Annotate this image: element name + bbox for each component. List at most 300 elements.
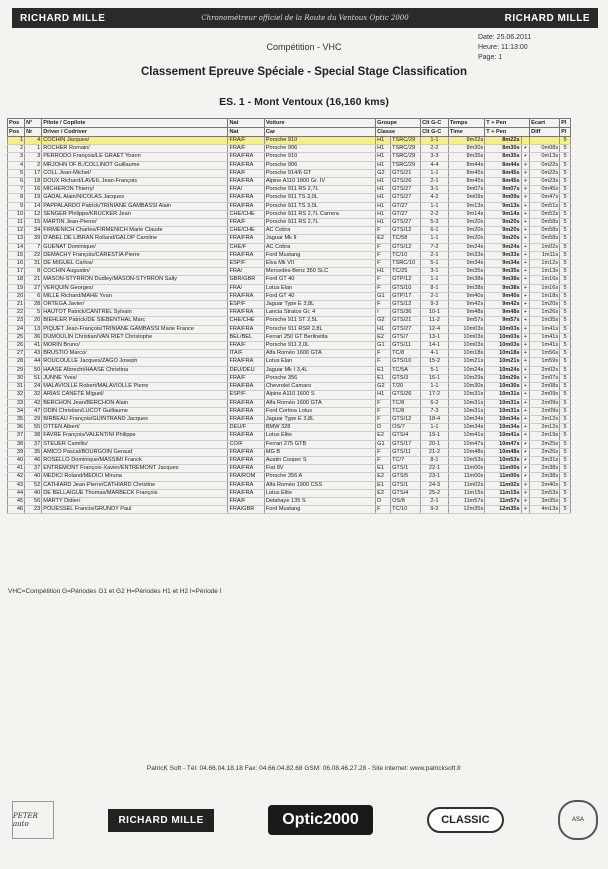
cell-plus: +: [521, 383, 530, 391]
cell-cls: TC/58: [391, 235, 421, 243]
cell-nr: 40: [25, 473, 42, 481]
cell-plus: +: [521, 186, 530, 194]
cell-pl: 5: [560, 260, 571, 268]
cell-nr: 2: [25, 161, 42, 169]
cell-pl: 5: [560, 268, 571, 276]
cell-pen: 8m45s: [485, 178, 521, 186]
cell-pos: 2: [8, 145, 25, 153]
cell-plus: +: [521, 465, 530, 473]
results-body: [8, 137, 571, 514]
cell-pl: 5: [560, 186, 571, 194]
cell-time: 10m29s: [448, 374, 484, 382]
cell-pl: 5: [560, 473, 571, 481]
cell-driver: GUENAT Dominique/: [42, 243, 228, 251]
cell-driver: DOUX Richard/LAVEIL Jean-François: [42, 178, 228, 186]
cell-grp: H1: [376, 268, 391, 276]
cell-grp: G1: [376, 292, 391, 300]
cell-car: Alpine A110 1600 S: [264, 391, 375, 399]
col-gap-en: Diff: [530, 128, 560, 137]
cell-pos: 42: [8, 473, 25, 481]
table-row: [8, 227, 571, 235]
cell-diff: 2m31s: [530, 456, 560, 464]
col-no: N°: [25, 119, 42, 128]
cell-diff: 2m12s: [530, 424, 560, 432]
meta-page: Page: 1: [478, 54, 503, 61]
cell-pl: 5: [560, 350, 571, 358]
cell-nr: 51: [25, 374, 42, 382]
cell-car: Alfa Roméo 1600 GTA: [264, 350, 375, 358]
cell-plus: +: [521, 169, 530, 177]
cell-nr: 6: [25, 292, 42, 300]
cell-pl: 5: [560, 219, 571, 227]
cell-plus: +: [521, 292, 530, 300]
cell-pos: 4: [8, 161, 25, 169]
cell-diff: 2m19s: [530, 432, 560, 440]
cell-pl: 5: [560, 506, 571, 514]
cell-diff: 0m51s: [530, 202, 560, 210]
cell-plus: +: [521, 497, 530, 505]
cell-pen: 11m57s: [485, 497, 521, 505]
cell-diff: 1m59s: [530, 358, 560, 366]
cell-nr: 29: [25, 415, 42, 423]
cell-nr: 40: [25, 489, 42, 497]
cell-pos: 11: [8, 219, 25, 227]
table-row: [8, 333, 571, 341]
cell-cls: GTS/5: [391, 473, 421, 481]
cell-pos: 29: [8, 366, 25, 374]
cell-car: AC Cobra: [264, 243, 375, 251]
cell-car: Lotus Elan: [264, 358, 375, 366]
cell-driver: PERRODO François/LE GRAET Yoann: [42, 153, 228, 161]
cell-grp: F: [376, 399, 391, 407]
cell-diff: 0m58s: [530, 227, 560, 235]
cell-pen: 8m44s: [485, 161, 521, 169]
cell-time: 10m47s: [448, 440, 484, 448]
meta-time: Heure: 11:13:00: [478, 44, 528, 51]
table-row: [8, 145, 571, 153]
cell-pl: 5: [560, 292, 571, 300]
cell-cltg: 18-4: [421, 415, 449, 423]
cell-nat: ITA/F: [228, 350, 264, 358]
cell-grp: H1: [376, 145, 391, 153]
cell-driver: MRJOHN OF B./COLLINOT Guillaume: [42, 161, 228, 169]
cell-plus: +: [521, 210, 530, 218]
cell-driver: POUESSEL Francis/GRUNDY Paul: [42, 506, 228, 514]
cell-cltg: 4-4: [421, 161, 449, 169]
cell-time: 10m03s: [448, 333, 484, 341]
cell-grp: F: [376, 358, 391, 366]
cell-pen: 10m30s: [485, 383, 521, 391]
cell-grp: H1: [376, 161, 391, 169]
table-row: [8, 301, 571, 309]
table-row: [8, 243, 571, 251]
cell-pl: 5: [560, 489, 571, 497]
cell-plus: +: [521, 145, 530, 153]
cell-nr: 32: [25, 391, 42, 399]
cell-plus: +: [521, 276, 530, 284]
cell-diff: 0m58s: [530, 219, 560, 227]
cell-time: 10m41s: [448, 432, 484, 440]
cell-driver: CATHIARD Jean-Pierre/CATHIARD Christine: [42, 481, 228, 489]
cell-plus: +: [521, 350, 530, 358]
cell-pl: 5: [560, 161, 571, 169]
cell-nat: FRA/FRA: [228, 465, 264, 473]
cell-plus: +: [521, 243, 530, 251]
cell-car: Jaguar Type E 3,8L: [264, 415, 375, 423]
cell-pen: 8m35s: [485, 153, 521, 161]
cell-car: Porsche 911 TS 3,0L: [264, 194, 375, 202]
cell-diff: 2m09s: [530, 399, 560, 407]
cell-pos: 22: [8, 309, 25, 317]
cell-nr: 5: [25, 309, 42, 317]
cell-pos: 39: [8, 448, 25, 456]
cell-driver: MEDICI Roland/MEDICI Miruna: [42, 473, 228, 481]
cell-grp: H1: [376, 325, 391, 333]
cell-plus: +: [521, 268, 530, 276]
cell-time: 9m33s: [448, 251, 484, 259]
cell-car: Delahaye 135 S: [264, 497, 375, 505]
cell-cltg: 2-1: [421, 178, 449, 186]
cell-nr: 50: [25, 366, 42, 374]
cell-pl: 5: [560, 415, 571, 423]
cell-time: 10m31s: [448, 407, 484, 415]
cell-time: 11m15s: [448, 489, 484, 497]
col-pl-en: Pl: [560, 128, 571, 137]
cell-car: Lancia Stratos Gr. 4: [264, 309, 375, 317]
col-no-en: Nr: [25, 128, 42, 137]
cell-pen: 9m13s: [485, 202, 521, 210]
cell-plus: +: [521, 260, 530, 268]
col-car: Voiture: [264, 119, 375, 128]
cell-pen: 8m22s: [485, 137, 521, 145]
table-row: [8, 276, 571, 284]
cell-cls: GTS/1: [391, 465, 421, 473]
cell-time: 11m02s: [448, 481, 484, 489]
cell-nr: 37: [25, 440, 42, 448]
cell-car: Elva Mk VII: [264, 260, 375, 268]
table-row: [8, 473, 571, 481]
table-row: [8, 251, 571, 259]
banner-slogan: Chronométreur officiel de la Route du Ventoux Optic 2000: [201, 14, 409, 22]
cell-plus: +: [521, 358, 530, 366]
col-driver: Pilote / Copilote: [42, 119, 228, 128]
cell-nr: 37: [25, 465, 42, 473]
cell-grp: E1: [376, 366, 391, 374]
cell-plus: +: [521, 448, 530, 456]
cell-car: Porsche 911 ST 2,5L: [264, 317, 375, 325]
cell-diff: 0m45s: [530, 186, 560, 194]
cell-car: Alpine A110 1800 Gr. IV: [264, 178, 375, 186]
cell-cltg: 1-1: [421, 235, 449, 243]
cell-nr: 34: [25, 227, 42, 235]
cell-pos: 38: [8, 440, 25, 448]
table-row: [8, 137, 571, 145]
cell-nr: 42: [25, 399, 42, 407]
cell-nr: 24: [25, 383, 42, 391]
cell-diff: 1m13s: [530, 268, 560, 276]
cell-nr: 3: [25, 153, 42, 161]
cell-driver: MARTY Didier/: [42, 497, 228, 505]
cell-pen: 9m20s: [485, 219, 521, 227]
cell-cls: TSRC/29: [391, 161, 421, 169]
cell-pl: 5: [560, 284, 571, 292]
cell-pos: 9: [8, 202, 25, 210]
cell-cls: OS/7: [391, 424, 421, 432]
cell-pen: 11m15s: [485, 489, 521, 497]
cell-car: AC Cobra: [264, 227, 375, 235]
cell-grp: F: [376, 448, 391, 456]
cell-time: 10m31s: [448, 399, 484, 407]
cell-plus: +: [521, 178, 530, 186]
cell-pl: 5: [560, 333, 571, 341]
cell-car: Porsche 910: [264, 137, 375, 145]
cell-driver: HAASE Albrecht/HAASE Christina: [42, 366, 228, 374]
cell-pos: 10: [8, 210, 25, 218]
cell-pos: 30: [8, 374, 25, 382]
cell-cltg: 22-1: [421, 465, 449, 473]
table-row: [8, 202, 571, 210]
cell-pen: 9m38s: [485, 276, 521, 284]
cell-plus: +: [521, 432, 530, 440]
cell-time: 9m34s: [448, 260, 484, 268]
cell-car: Porsche 911 RS 2,7L Carrera: [264, 210, 375, 218]
cell-car: Alfa Roméo 1600 GTA: [264, 399, 375, 407]
cell-cltg: 15-2: [421, 358, 449, 366]
classic-logo: CLASSIC: [427, 807, 503, 833]
table-row: [8, 309, 571, 317]
cell-plus: +: [521, 456, 530, 464]
cell-nr: 4: [25, 137, 42, 145]
table-row: [8, 342, 571, 350]
cell-grp: E2: [376, 235, 391, 243]
cell-cls: TC/5A: [391, 366, 421, 374]
table-row: [8, 391, 571, 399]
cell-pos: 25: [8, 333, 25, 341]
cell-cltg: 1-1: [421, 137, 449, 145]
table-row: [8, 219, 571, 227]
table-row: [8, 161, 571, 169]
cell-pl: 5: [560, 448, 571, 456]
cell-cltg: 20-1: [421, 440, 449, 448]
cell-cls: GTS/27: [391, 219, 421, 227]
cell-nat: FRA/F: [228, 497, 264, 505]
cell-cltg: 5-1: [421, 260, 449, 268]
cell-pos: 45: [8, 497, 25, 505]
cell-cls: GTS/12: [391, 227, 421, 235]
cell-time: 9m35s: [448, 268, 484, 276]
sponsor-logos: [12, 795, 598, 845]
cell-cltg: 3-1: [421, 268, 449, 276]
cell-pl: 5: [560, 456, 571, 464]
cell-grp: E2: [376, 489, 391, 497]
cell-pl: 5: [560, 432, 571, 440]
cell-grp: H1: [376, 153, 391, 161]
cell-driver: ENTREMONT François-Xavier/ENTREMONT Jacques: [42, 465, 228, 473]
cell-cls: GTS/27: [391, 325, 421, 333]
cell-cls: GTP/17: [391, 292, 421, 300]
table-row: [8, 194, 571, 202]
cell-cltg: 1-1: [421, 383, 449, 391]
cell-plus: +: [521, 333, 530, 341]
brand-left: RICHARD MILLE: [20, 12, 106, 24]
legend: VHC=Compétition G=Périodes G1 et G2 H=Périodes H1 et H2 I=Période I: [8, 588, 222, 595]
cell-cls: TSRC/29: [391, 153, 421, 161]
table-row: [8, 292, 571, 300]
cell-pos: 27: [8, 350, 25, 358]
cell-time: 9m07s: [448, 186, 484, 194]
cell-cls: TSRC/29: [391, 145, 421, 153]
cell-cls: GT/27: [391, 202, 421, 210]
cell-nat: CHE/F: [228, 243, 264, 251]
cell-nat: FRA/FRA: [228, 415, 264, 423]
cell-pl: 5: [560, 399, 571, 407]
cell-plus: +: [521, 473, 530, 481]
cell-cltg: 1-1: [421, 169, 449, 177]
cell-cls: GTS/21: [391, 169, 421, 177]
cell-grp: E2: [376, 333, 391, 341]
cell-nat: CO/F: [228, 440, 264, 448]
cell-cltg: 11-2: [421, 317, 449, 325]
cell-pl: 5: [560, 178, 571, 186]
cell-grp: E1: [376, 481, 391, 489]
cell-grp: G1: [376, 342, 391, 350]
cell-driver: MILLE Richard/MAHE Yvan: [42, 292, 228, 300]
cell-pos: 24: [8, 325, 25, 333]
cell-cls: GTS/26: [391, 178, 421, 186]
header-banner: [12, 8, 598, 28]
table-row: [8, 456, 571, 464]
table-row: [8, 481, 571, 489]
cell-driver: DUMOULIN Christian/VAN RIET Christophe: [42, 333, 228, 341]
cell-car: Porsche 356: [264, 374, 375, 382]
cell-car: Porsche 911 RSR 2,8L: [264, 325, 375, 333]
cell-pen: 9m24s: [485, 243, 521, 251]
table-row: [8, 424, 571, 432]
cell-plus: +: [521, 227, 530, 235]
cell-driver: BIEHLER Patrick/DE SIEBENTHAL Marc: [42, 317, 228, 325]
cell-nr: 38: [25, 432, 42, 440]
cell-driver: COCHIN Jacques/: [42, 137, 228, 145]
cell-cltg: 6-2: [421, 399, 449, 407]
cell-diff: 0m52s: [530, 210, 560, 218]
cell-pen: 10m53s: [485, 456, 521, 464]
footer-contact: PatricK Soft - Tél: 04.66.04.18.18 Fax: 04.66.04.82.68 GSM: 06.08.46.27.28 - Site internet: www.patricksoft.fr: [146, 765, 462, 772]
results-table: [7, 118, 571, 514]
cell-pos: 44: [8, 489, 25, 497]
cell-cltg: 5-1: [421, 366, 449, 374]
cell-time: 8m45s: [448, 169, 484, 177]
cell-driver: OTTEN Albert/: [42, 424, 228, 432]
cell-grp: F: [376, 227, 391, 235]
cell-grp: E2: [376, 432, 391, 440]
cell-time: 11m00s: [448, 465, 484, 473]
cell-grp: H1: [376, 178, 391, 186]
cell-diff: 2m26s: [530, 448, 560, 456]
cell-nat: FRA/FRA: [228, 399, 264, 407]
cell-pl: 5: [560, 383, 571, 391]
cell-grp: I: [376, 309, 391, 317]
cell-driver: STEUER Camillo/: [42, 440, 228, 448]
col-car-en: Car: [264, 128, 375, 137]
cell-cls: GTS/12: [391, 243, 421, 251]
cell-pen: 10m47s: [485, 440, 521, 448]
cell-nr: 21: [25, 276, 42, 284]
cell-pl: 5: [560, 251, 571, 259]
cell-cltg: 2-2: [421, 210, 449, 218]
cell-cls: GTP/12: [391, 276, 421, 284]
cell-pos: 5: [8, 169, 25, 177]
col-pos-en: Pos: [8, 128, 25, 137]
brand-right: RICHARD MILLE: [504, 12, 590, 24]
cell-car: Jaguar Type E 3,8L: [264, 301, 375, 309]
cell-nat: FRA/FRA: [228, 235, 264, 243]
table-row: [8, 407, 571, 415]
cell-nr: 35: [25, 448, 42, 456]
cell-car: Porsche 906: [264, 145, 375, 153]
cell-plus: +: [521, 489, 530, 497]
cell-diff: 0m22s: [530, 161, 560, 169]
cell-plus: +: [521, 366, 530, 374]
cell-diff: 2m09s: [530, 407, 560, 415]
cell-pen: 9m09s: [485, 194, 521, 202]
cell-nat: FRA/: [228, 284, 264, 292]
cell-time: 10m48s: [448, 448, 484, 456]
table-row: [8, 268, 571, 276]
cell-pl: 5: [560, 153, 571, 161]
table-row: [8, 317, 571, 325]
cell-cltg: 1-1: [421, 202, 449, 210]
cell-cltg: 3-3: [421, 153, 449, 161]
cell-time: 9m57s: [448, 317, 484, 325]
cell-nat: DEU/F: [228, 424, 264, 432]
cell-pos: 32: [8, 391, 25, 399]
asa-seal-logo: ASA: [558, 800, 598, 840]
cell-pen: 10m31s: [485, 391, 521, 399]
cell-nr: 27: [25, 284, 42, 292]
cell-pen: 9m34s: [485, 260, 521, 268]
cell-nr: 13: [25, 325, 42, 333]
cell-pl: 5: [560, 366, 571, 374]
cell-grp: F: [376, 456, 391, 464]
cell-pl: 5: [560, 210, 571, 218]
cell-plus: +: [521, 317, 530, 325]
cell-grp: F: [376, 407, 391, 415]
cell-pl: 5: [560, 227, 571, 235]
table-row: [8, 440, 571, 448]
cell-pen: 11m00s: [485, 465, 521, 473]
cell-pos: 33: [8, 399, 25, 407]
col-time-en: Time: [448, 128, 484, 137]
cell-pl: 5: [560, 169, 571, 177]
cell-cltg: 9-2: [421, 506, 449, 514]
cell-nr: 18: [25, 178, 42, 186]
cell-driver: DE BELLAIGUE Thomas/MARBECK François: [42, 489, 228, 497]
cell-nat: FRA/: [228, 186, 264, 194]
table-row: [8, 497, 571, 505]
cell-pos: 17: [8, 268, 25, 276]
cell-car: Mercedes-Benz 350 SLC: [264, 268, 375, 276]
cell-pos: 1: [8, 137, 25, 145]
col-driver-en: Driver / Codriver: [42, 128, 228, 137]
cell-plus: +: [521, 481, 530, 489]
cell-grp: F: [376, 350, 391, 358]
cell-pen: 9m33s: [485, 251, 521, 259]
cell-diff: 1m41s: [530, 342, 560, 350]
cell-pos: 18: [8, 276, 25, 284]
cell-diff: 1m20s: [530, 301, 560, 309]
cell-pen: 10m18s: [485, 350, 521, 358]
cell-driver: MARTIN Jean-Pierre/: [42, 219, 228, 227]
